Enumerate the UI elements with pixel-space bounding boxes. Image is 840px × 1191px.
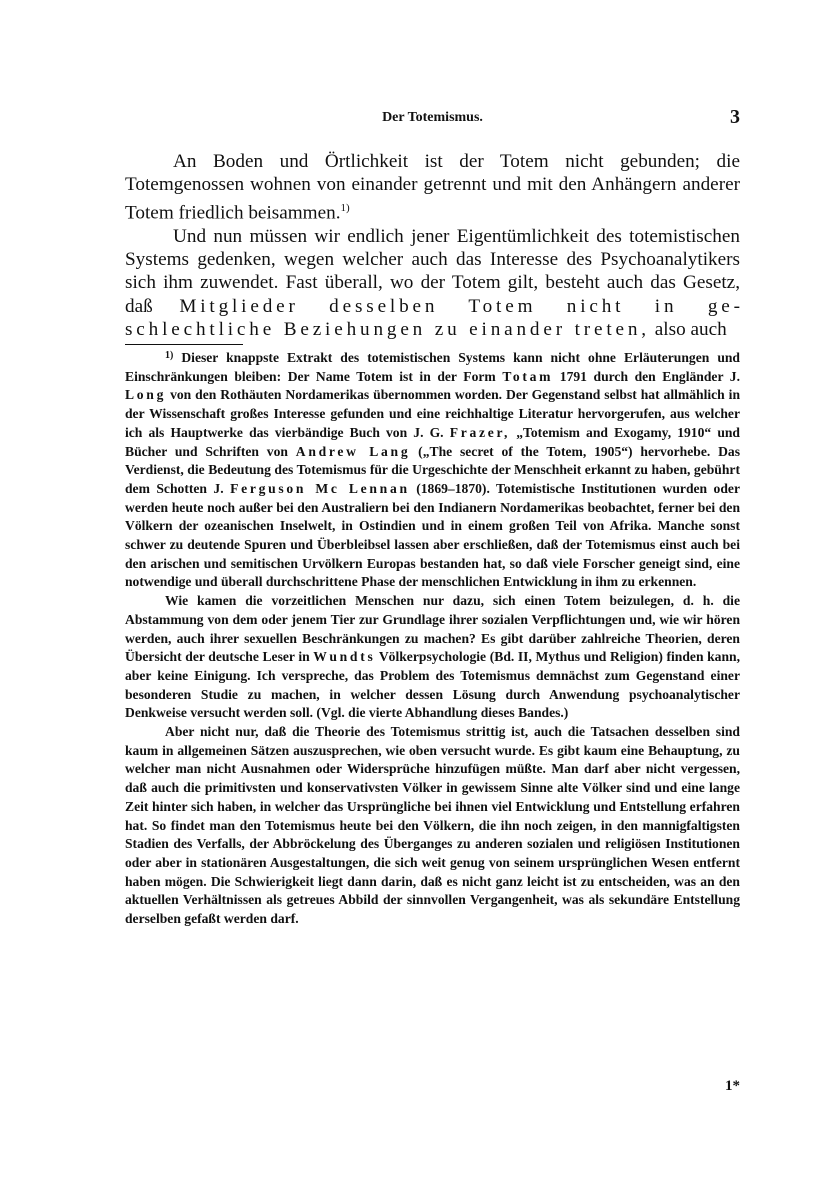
main-text [125,150,740,342]
footnote-2-wundt: Wundts [313,649,376,665]
running-title: Der Totemismus. [382,110,483,125]
footnote-1-part-f: (1869–1870). Totemistische Institutionen wurden oder werden heute noch außer bei den Australiern bei den Indianern Nordamerikas beobachtet, ferner bei den Völkern der ozeanischen Inselwelt, in Ostindien und in einem großen Teil von Afrika. Manche sonst schwer zu deutende Spuren und Überbleibsel lassen aber erschließen, daß der Totemismus einst auch bei den arischen und semitischen Urvölkern Europas bestanden hat, so daß viele Forscher geneigt sind, eine notwendige und überall durchschrittene Phase der menschlichen Entwicklung in ihm zu erkennen. [125,480,740,590]
footnote-2 [125,592,740,723]
footnote-mark: 1) [165,350,174,361]
footnote-1-lang: Andrew Lang [295,443,411,459]
page-header [125,106,740,130]
footnote-1-long: Long [125,387,167,403]
footnote-1-frazer: Frazer, [449,424,511,440]
paragraph-2-start: Und nun müssen wir endlich jener Eigentümlichkeit des totemistischen Systems gedenken, wegen welcher auch das Interesse des Psychoanalytikers sich ihm zuwendet. Fast überall, wo der Totem gilt, besteht auch das Gesetz, daß [125,225,740,317]
footnote-reference: 1) [340,201,350,214]
footnote-1-part-c: von den Rothäuten Nordamerikas übernommen worden. Der Gegenstand selbst hat allmählich in der Wissenschaft großes Interesse gefunden und eine reichhaltige Literatur hervorgerufen, aus welcher ich als Hauptwerke das vierbändige Buch von J. G. [125,387,740,440]
paragraph-2 [125,225,740,342]
footnotes [125,347,740,929]
page-number: 3 [730,106,740,128]
footnote-1 [125,347,740,592]
paragraph-2-end: also auch [654,319,727,341]
paragraph-1 [125,150,740,225]
footnote-1-part-d: „Totemism and Exogamy, 1910“ und Bücher und Schriften von [125,424,740,459]
footnote-separator [125,344,243,345]
footnote-2-part-b: Völkerpsychologie (Bd. II, Mythus und Religion) finden kann, aber keine Einigung. Ich verspreche, das Problem des Totemismus demnächst zum Gegenstand einer besonderen Studie zu machen, in welcher dessen Lösung durch Anwendung psychoanalytischer Denkweise versucht werden soll. (Vgl. die vierte Abhandlung dieses Bandes.) [125,649,740,721]
paragraph-2-emphasis: Mitglieder desselben Totem nicht in geschlechtliche Beziehungen zu einander treten, [125,295,741,341]
signature-mark: 1* [725,1078,740,1094]
footnote-1-part-e: („The secret of the Totem, 1905“) hervorhebe. Das Verdienst, die Bedeutung des Totemismus für die Urgeschichte der Menschheit erkannt zu haben, gebührt dem Schotten J. [125,443,740,496]
footnote-1-mclennan: Ferguson Mc Lennan [230,480,410,496]
paragraph-1-text: An Boden und Örtlichkeit ist der Totem nicht gebunden; die Totemgenossen wohnen von einander getrennt und mit den Anhängern anderer Totem friedlich beisammen. [125,151,740,224]
footnote-1-part-b: 1791 durch den Engländer J. [559,368,741,384]
footnote-1-totam: Totam [502,368,554,384]
footnote-1-part-a: Dieser knappste Extrakt des totemistischen Systems kann nicht ohne Erläuterungen und Einschränkungen bleiben: Der Name Totem ist in der Form [125,350,740,384]
footnote-2-part-a: Wie kamen die vorzeitlichen Menschen nur dazu, sich einen Totem beizulegen, d. h. die Abstammung von dem oder jenem Tier zur Grundlage ihrer sozialen Verpflichtungen und, wie wir hören werden, auch ihrer sexuellen Beschränkungen zu machen? Es gibt darüber zahlreiche Theorien, deren Übersicht der deutsche Leser in [125,593,740,665]
footnote-3: Aber nicht nur, daß die Theorie des Totemismus strittig ist, auch die Tatsachen desselben sind kaum in allgemeinen Sätzen auszusprechen, wie oben versucht wurde. Es gibt kaum eine Behauptung, zu welcher man nicht Ausnahmen oder Widersprüche hinzufügen müßte. Man darf aber nicht vergessen, daß auch die primitivsten und konservativsten Völker in gewissem Sinne alte Völker sind und eine lange Zeit hinter sich haben, in welcher das Ursprüngliche bei ihnen viel Entwicklung und Entstellung erfahren hat. So findet man den Totemismus heute bei den Völkern, die ihn noch zeigen, in den mannigfaltigsten Stadien des Verfalls, der Abbröckelung des Überganges zu anderen sozialen und religiösen Institutionen oder aber in stationären Ausgestaltungen, die sich weit genug von seinem ursprünglichen Wesen entfernt haben mögen. Die Schwierigkeit liegt dann darin, daß es nicht ganz leicht ist zu entscheiden, was an den aktuellen Verhältnissen als getreues Abbild der sinnvollen Vergangenheit, was als sekundäre Entstellung derselben gefaßt werden darf. [125,724,740,927]
